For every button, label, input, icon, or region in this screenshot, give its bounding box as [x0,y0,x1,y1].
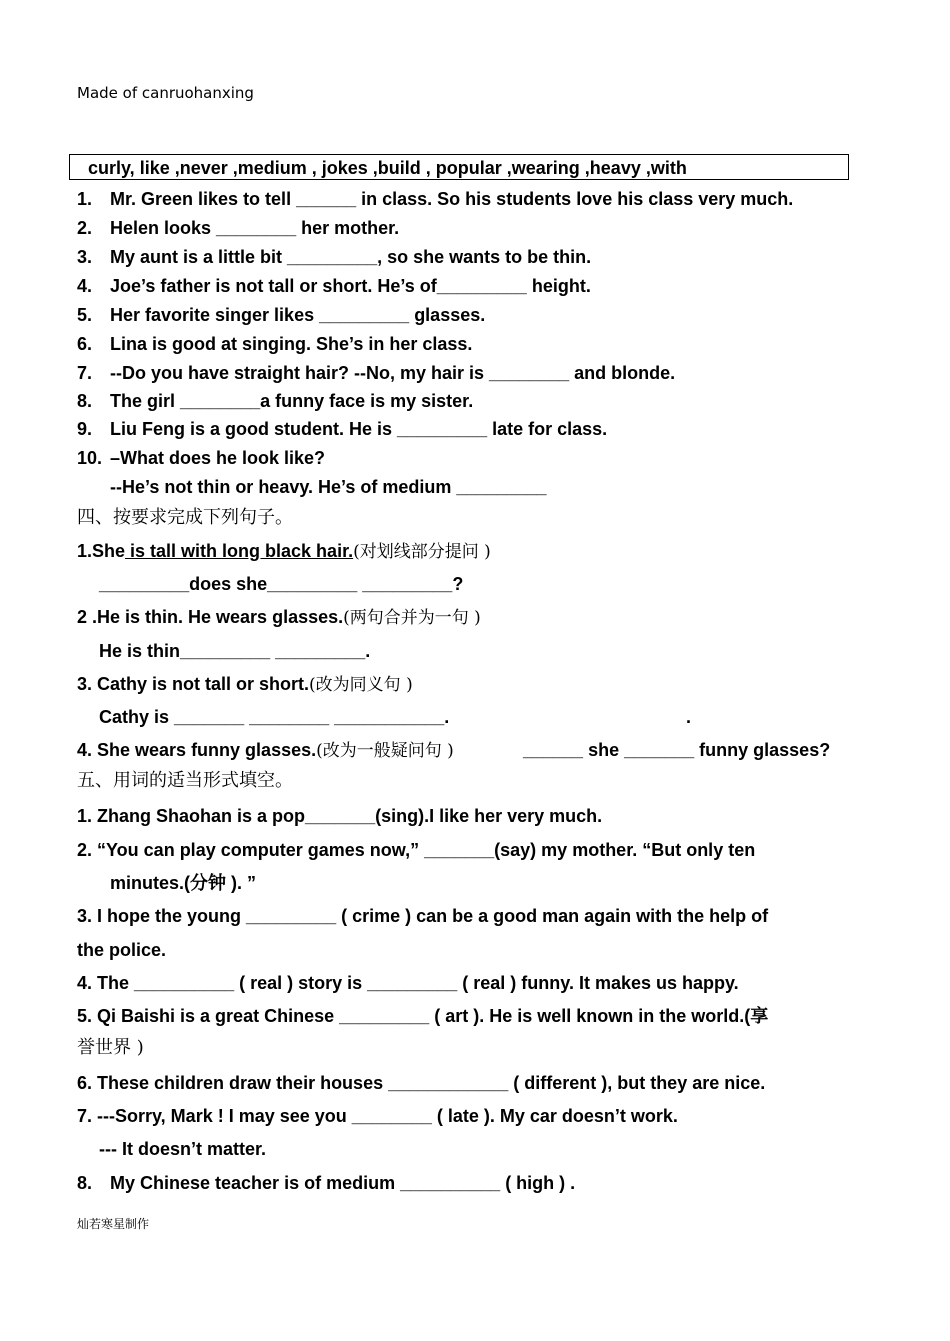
question-5-3: 3. I hope the young _________ ( crime ) can be a good man again with the help of [77,906,769,926]
list-item: 6. Lina is good at singing. She’s in her class. [77,334,473,354]
header-made-of: Made of canruohanxing [77,84,254,102]
answer-line: ______ she _______ funny glasses? [523,740,831,760]
section-heading-part5: 五、用词的适当形式填空。 [77,770,293,791]
list-item: 10. –What does he look like? [77,448,326,468]
list-item: 9. Liu Feng is a good student. He is _________ late for class. [77,419,608,439]
section-heading-part4: 四、按要求完成下列句子。 [77,507,293,528]
question-4-4: 4. She wears funny glasses.(改为一般疑问句 ) [77,740,454,761]
list-item: 3. My aunt is a little bit _________, so she wants to be thin. [77,247,592,267]
question-5-5-cont: 誉世界 ) [77,1037,144,1058]
question-5-2: 2. “You can play computer games now,” _______(say) my mother. “But only ten [77,840,756,860]
list-item: 4. Joe’s father is not tall or short. He’s of_________ height. [77,276,591,296]
question-5-2-cont: minutes.(分钟 ). ” [110,873,257,893]
question-5-7-cont: --- It doesn’t matter. [99,1139,267,1159]
question-5-8: 8. My Chinese teacher is of medium __________ ( high ) . [77,1173,576,1193]
list-item: 2. Helen looks ________ her mother. [77,218,400,238]
list-item-answer: --He’s not thin or heavy. He’s of medium _________ [110,477,547,497]
question-4-1: 1.She is tall with long black hair.(对划线部分提问 ) [77,541,491,562]
question-5-1: 1. Zhang Shaohan is a pop_______(sing).I like her very much. [77,806,603,826]
word-bank-box [69,154,849,180]
question-5-3-cont: the police. [77,940,167,960]
question-5-7: 7. ---Sorry, Mark ! I may see you ________ ( late ). My car doesn’t work. [77,1106,678,1126]
footer-maker: 灿若寒星制作 [77,1217,150,1231]
answer-line: Cathy is _______ ________ ___________. [99,707,450,727]
question-5-4: 4. The __________ ( real ) story is _________ ( real ) funny. It makes us happy. [77,973,739,993]
list-item: 5. Her favorite singer likes _________ glasses. [77,305,486,325]
list-item: 8. The girl ________a funny face is my sister. [77,391,474,411]
question-4-2: 2 .He is thin. He wears glasses.(两句合并为一句 ) [77,607,481,628]
answer-line: _________does she_________ _________? [99,574,464,594]
stray-dot: . [686,707,692,727]
question-5-5: 5. Qi Baishi is a great Chinese _________ ( art ). He is well known in the world.(享 [77,1006,769,1026]
list-item: 7. --Do you have straight hair? --No, my hair is ________ and blonde. [77,363,676,383]
word-bank-text: curly, like ,never ,medium , jokes ,build , popular ,wearing ,heavy ,with [88,158,687,178]
question-4-3: 3. Cathy is not tall or short.(改为同义句 ) [77,674,413,695]
answer-line: He is thin_________ _________. [99,641,371,661]
list-item: 1. Mr. Green likes to tell ______ in class. So his students love his class very much. [77,189,794,209]
question-5-6: 6. These children draw their houses ____________ ( different ), but they are nice. [77,1073,766,1093]
